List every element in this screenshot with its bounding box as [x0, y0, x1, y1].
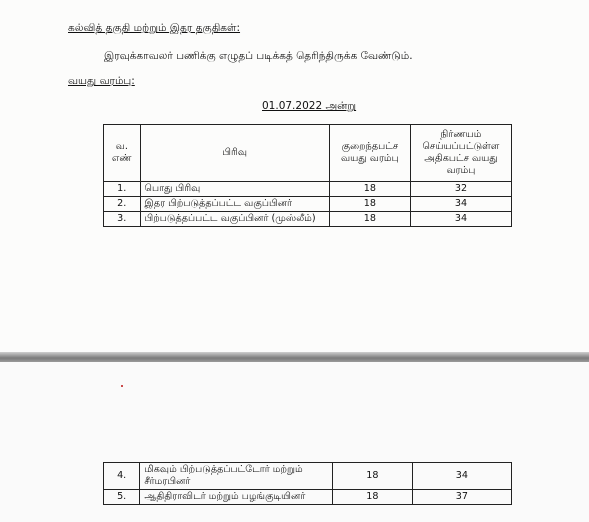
- row-max-age: 37: [412, 490, 511, 505]
- page-break-shadow: [0, 352, 589, 362]
- header-min-age: குறைந்தபட்ச வயது வரம்பு: [329, 125, 410, 182]
- row-serial-number: 1.: [104, 182, 141, 197]
- row-min-age: 18: [329, 197, 410, 212]
- reference-date: 01.07.2022 அன்று: [262, 100, 357, 112]
- age-limit-table: [103, 124, 512, 227]
- row-min-age: 18: [329, 212, 410, 227]
- row-serial-number: 2.: [104, 197, 141, 212]
- row-category: மிகவும் பிற்படுத்தப்பட்டோர் மற்றும் சீர்மரபினர்: [140, 463, 333, 490]
- row-category: பொது பிரிவு: [140, 182, 329, 197]
- row-category: ஆதிதிராவிடர் மற்றும் பழங்குடியினர்: [140, 490, 333, 505]
- row-min-age: 18: [329, 182, 410, 197]
- row-serial-number: 5.: [104, 490, 140, 505]
- header-max-age: நிர்ணயம் செய்யப்பட்டுள்ள அதிகபட்ச வயது வரம்பு: [410, 125, 511, 182]
- stray-mark: [121, 385, 123, 387]
- age-limit-heading: வயது வரம்பு:: [68, 75, 135, 87]
- table-row: [104, 182, 512, 197]
- qualification-heading: கல்வித் தகுதி மற்றும் இதர தகுதிகள்:: [68, 22, 241, 34]
- header-category: பிரிவு: [140, 125, 329, 182]
- age-limit-table-continued: [103, 462, 512, 505]
- table-row: [104, 197, 512, 212]
- header-serial-number: வ. எண்: [104, 125, 141, 182]
- row-category: இதர பிற்படுத்தப்பட்ட வகுப்பினர்: [140, 197, 329, 212]
- table-row: [104, 490, 512, 505]
- row-min-age: 18: [332, 463, 412, 490]
- row-max-age: 32: [410, 182, 511, 197]
- table-header-row: [104, 125, 512, 182]
- row-max-age: 34: [410, 212, 511, 227]
- row-serial-number: 4.: [104, 463, 140, 490]
- qualification-text: இரவுக்காவலர் பணிக்கு எழுதப் படிக்கத் தெரிந்திருக்க வேண்டும்.: [104, 50, 413, 62]
- row-max-age: 34: [412, 463, 511, 490]
- table-row: [104, 212, 512, 227]
- row-category: பிற்படுத்தப்பட்ட வகுப்பினர் (முஸ்லீம்): [140, 212, 329, 227]
- row-min-age: 18: [332, 490, 412, 505]
- row-serial-number: 3.: [104, 212, 141, 227]
- table-row: [104, 463, 512, 490]
- row-max-age: 34: [410, 197, 511, 212]
